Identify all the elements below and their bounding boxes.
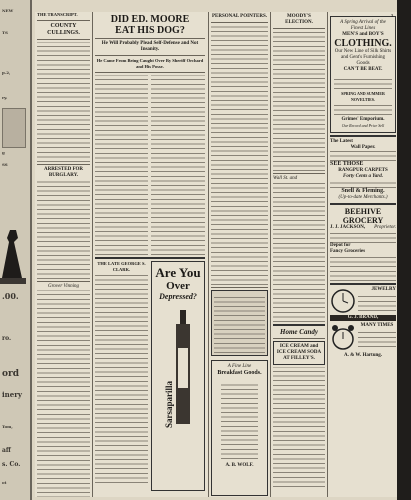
column-county-cullings bbox=[37, 12, 90, 497]
snell-sub: (Up-to-date Merchants.) bbox=[338, 195, 388, 200]
column-lead-story bbox=[95, 12, 205, 497]
ad-are-you: Are You bbox=[155, 265, 201, 280]
newspaper-page bbox=[35, 12, 397, 497]
left-fragment: ro. bbox=[2, 335, 12, 342]
clothing-intro: A Spring Arrival of the Finest Lines bbox=[340, 20, 386, 31]
column-moodys-election bbox=[273, 12, 325, 497]
article-body bbox=[273, 182, 325, 322]
story-heading: THE LATE GEORGE S. CLARK. bbox=[97, 261, 146, 272]
clothing-title: CLOTHING. bbox=[334, 38, 392, 49]
carpets-price: Forty Cents a Yard. bbox=[342, 174, 383, 179]
ice-cream-ad bbox=[273, 341, 325, 365]
see-those: SEE THOSE bbox=[330, 161, 364, 167]
bottle-icon bbox=[174, 308, 192, 428]
left-fragment: g bbox=[2, 150, 5, 155]
grimes-sub: Our Record and Price Sell bbox=[341, 123, 385, 128]
section-label: Wall St. and bbox=[273, 176, 298, 181]
left-fragment: ry. bbox=[2, 95, 8, 100]
ad-depressed: Depressed? bbox=[159, 292, 197, 301]
portrait-engraving bbox=[2, 108, 26, 148]
left-fragment: Tom, bbox=[2, 424, 13, 429]
left-fragment: s. Co. bbox=[2, 461, 21, 468]
subheadline-secondary: He Came From Being Caught Over By Sheriff Orchard and His Posse. bbox=[96, 58, 204, 69]
left-fragment: aff bbox=[2, 447, 11, 454]
many-times: MANY TIMES bbox=[360, 323, 394, 328]
section-heading: ARRESTED FOR BURGLARY. bbox=[43, 167, 84, 178]
carpets-ad: RANGPUR CARPETS bbox=[338, 168, 388, 173]
scan-border bbox=[397, 0, 411, 500]
brand-name: G. J. BRAND, bbox=[330, 315, 396, 321]
beehive-line-2: GROCERY bbox=[342, 216, 384, 225]
left-fragment: inery bbox=[2, 390, 22, 399]
clothing-line: Our New Line of Silk Shirts and Gent's Furnishing Goods bbox=[334, 49, 392, 66]
clothing-sub: MEN'S and BOY'S bbox=[342, 32, 384, 37]
left-fragment: NEW bbox=[2, 8, 14, 13]
article-body bbox=[273, 367, 325, 487]
article-body bbox=[273, 31, 325, 171]
subheading: Grover Vinning bbox=[48, 284, 79, 289]
snell-fleming: Snell & Fleming. bbox=[341, 188, 385, 194]
hartung: A. & W. Hartung. bbox=[343, 353, 383, 358]
clothing-ad bbox=[330, 16, 396, 133]
column-heading: PERSONAL POINTERS. bbox=[211, 14, 267, 19]
left-fragment: p.2, bbox=[2, 70, 11, 75]
jewelry-label: JEWELRY bbox=[371, 287, 396, 292]
grocer-name: J. J. JACKSON, bbox=[330, 225, 366, 230]
ad-tagline: A Fine Line bbox=[227, 364, 252, 369]
ad-at-filleys: AT FILLEY'S. bbox=[283, 356, 315, 361]
ad-over: Over bbox=[166, 280, 190, 292]
clothing-cant: CAN'T BE BEAT. bbox=[343, 67, 383, 72]
wallpaper-title: The Latest bbox=[330, 139, 353, 144]
jewelry-ad bbox=[330, 287, 396, 315]
ad-ice-cream: ICE CREAM and ICE CREAM SODA bbox=[276, 344, 322, 355]
column-heading: COUNTY CULLINGS. bbox=[47, 23, 80, 36]
page-folio: 3 bbox=[391, 13, 393, 18]
subheadline: He Will Probably Plead Self-Defense and Not Insanity. bbox=[101, 41, 199, 52]
headline-line-1: DID ED. MOORE bbox=[110, 14, 190, 25]
dress-illustration bbox=[0, 228, 26, 286]
left-fragment: ord bbox=[2, 369, 20, 379]
alarm-clock-icon bbox=[330, 323, 356, 353]
article-body bbox=[37, 42, 90, 162]
sarsaparilla-ad bbox=[151, 261, 205, 491]
previous-page-edge bbox=[0, 0, 32, 500]
left-fragment: TS bbox=[2, 30, 8, 35]
left-fragment: SS bbox=[2, 162, 8, 167]
ad-sarsaparilla: Sarsaparilla bbox=[164, 380, 174, 428]
home-candy-ad: Home Candy bbox=[280, 328, 318, 336]
display-ad bbox=[211, 290, 268, 356]
spring-novelties: SPRING AND SUMMER NOVELTIES. bbox=[341, 91, 385, 102]
column-advertisements bbox=[330, 12, 396, 497]
article-body bbox=[211, 25, 268, 285]
left-fragment: .00. bbox=[2, 291, 19, 301]
wallpaper-sub: Wall Paper. bbox=[350, 145, 376, 150]
article-body bbox=[37, 290, 90, 497]
article-body bbox=[151, 75, 205, 255]
article-body bbox=[37, 179, 90, 279]
ad-merchant: A. B. WOLF. bbox=[225, 463, 254, 468]
left-fragment: ot bbox=[2, 480, 7, 485]
article-body bbox=[95, 273, 148, 483]
column-heading: MOODY'S ELECTION. bbox=[285, 14, 313, 25]
depot-for: Depot for bbox=[330, 243, 351, 248]
headline-line-2: EAT HIS DOG? bbox=[115, 25, 185, 36]
grimes-emporium: Grimes' Emporium. bbox=[341, 117, 385, 122]
breakfast-goods-ad bbox=[211, 360, 268, 496]
grocer-role: Proprietor. bbox=[374, 225, 396, 230]
clock-icon bbox=[330, 287, 356, 315]
article-body bbox=[95, 75, 148, 255]
masthead: THE TRANSCRIPT. bbox=[37, 12, 78, 17]
fancy-groceries: Fancy Groceries bbox=[330, 249, 366, 254]
ad-title: Breakfast Goods. bbox=[217, 370, 262, 376]
column-personal-pointers bbox=[211, 12, 268, 497]
beehive-line-1: BEEHIVE bbox=[344, 207, 382, 216]
